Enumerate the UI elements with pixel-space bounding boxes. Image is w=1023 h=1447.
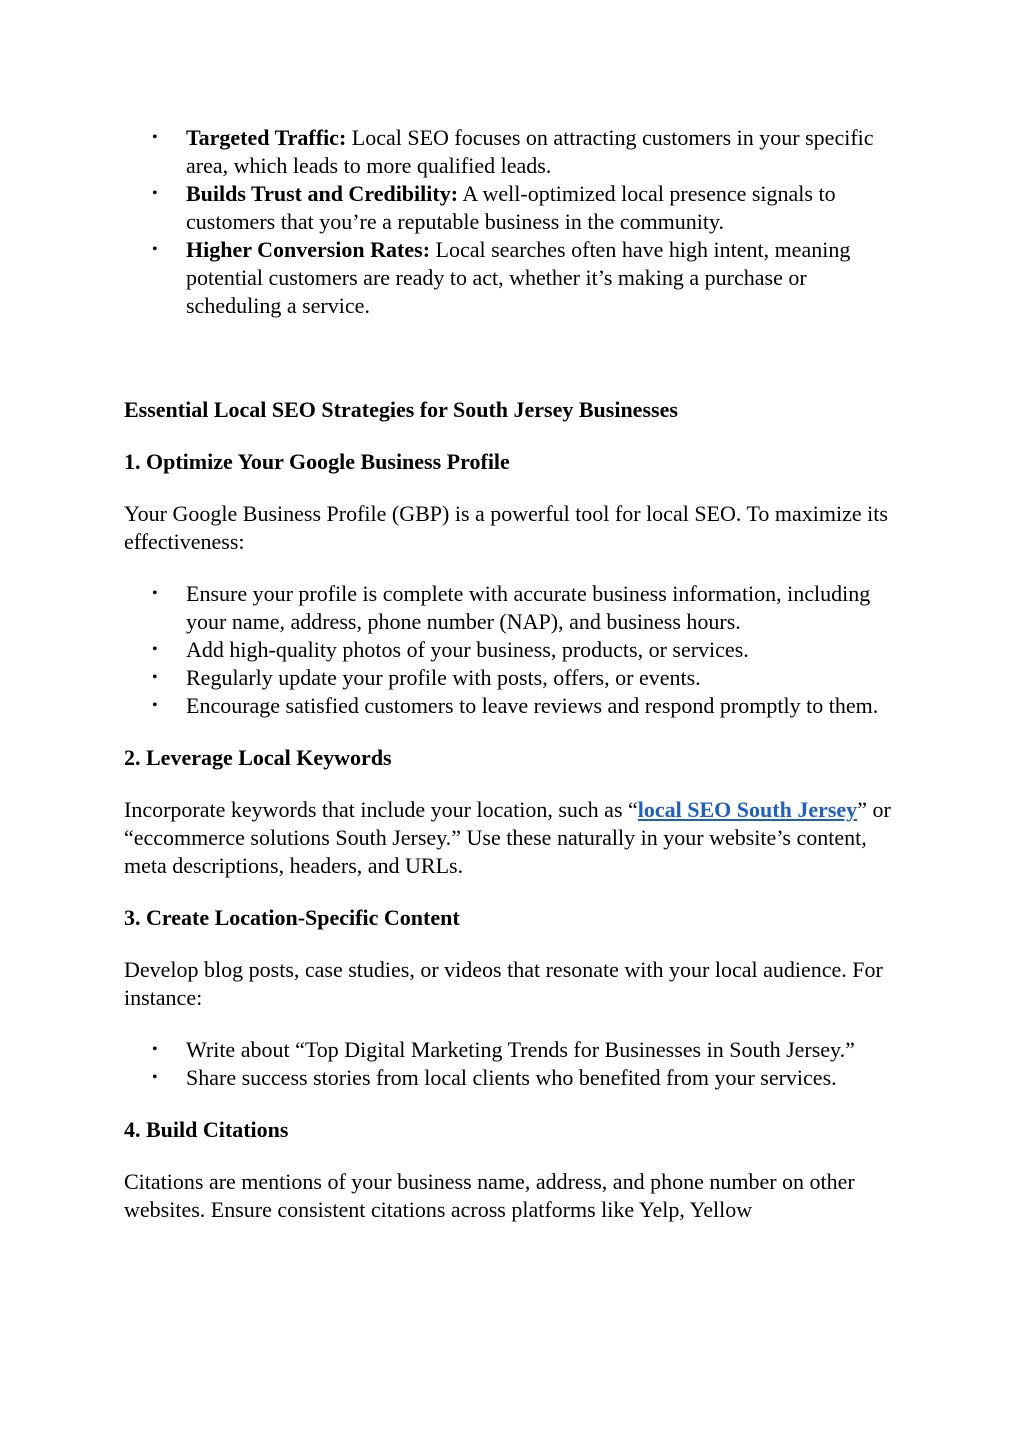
list-item <box>124 692 904 720</box>
list-item <box>124 664 904 692</box>
heading-google-business-profile: 1. Optimize Your Google Business Profile <box>124 449 510 474</box>
benefit-lead: Builds Trust and Credibility: <box>186 181 459 206</box>
list-item-text: Write about “Top Digital Marketing Trends for Businesses in South Jersey.” <box>186 1037 855 1062</box>
heading-build-citations: 4. Build Citations <box>124 1117 289 1142</box>
bullet-icon: • <box>152 1041 158 1058</box>
section-title: Essential Local SEO Strategies for South Jersey Businesses <box>124 397 678 422</box>
bullet-icon: • <box>152 669 158 686</box>
paragraph-citations: Citations are mentions of your business name, address, and phone number on other websites. Ensure consistent citations across platforms like Yelp, Yellow <box>124 1169 855 1222</box>
bullet-icon: • <box>152 241 158 258</box>
list-item <box>124 580 904 636</box>
list-item <box>124 1064 904 1092</box>
bullet-icon: • <box>152 185 158 202</box>
bullet-icon: • <box>152 1069 158 1086</box>
paragraph-text: Incorporate keywords that include your location, such as “ <box>124 797 638 822</box>
list-item-text: Add high-quality photos of your business, products, or services. <box>186 637 749 662</box>
paragraph-location-content: Develop blog posts, case studies, or videos that resonate with your local audience. For instance: <box>124 957 883 1010</box>
list-item <box>124 180 904 236</box>
benefit-lead: Higher Conversion Rates: <box>186 237 431 262</box>
bullet-icon: • <box>152 585 158 602</box>
bullet-icon: • <box>152 697 158 714</box>
list-item-text: Encourage satisfied customers to leave reviews and respond promptly to them. <box>186 693 879 718</box>
bullet-icon: • <box>152 641 158 658</box>
list-item <box>124 636 904 664</box>
bullet-icon: • <box>152 129 158 146</box>
paragraph-gbp-intro: Your Google Business Profile (GBP) is a powerful tool for local SEO. To maximize its effectiveness: <box>124 501 888 554</box>
heading-location-content: 3. Create Location-Specific Content <box>124 905 460 930</box>
benefit-text: Local SEO focuses on attracting customers in your specific area, which leads to more qualified leads. <box>186 125 874 178</box>
benefit-text: A well-optimized local presence signals to customers that you’re a reputable business in the community. <box>186 181 836 234</box>
document-page <box>124 124 904 1224</box>
local-seo-south-jersey-link[interactable]: local SEO South Jersey <box>637 797 858 822</box>
content-ideas-list <box>124 1036 904 1092</box>
list-item-text: Regularly update your profile with posts, offers, or events. <box>186 665 701 690</box>
list-item <box>124 124 904 180</box>
benefit-text: Local searches often have high intent, meaning potential customers are ready to act, whether it’s making a purchase or scheduling a service. <box>186 237 851 318</box>
paragraph-local-keywords <box>124 796 904 880</box>
benefit-lead: Targeted Traffic: <box>186 125 347 150</box>
heading-local-keywords: 2. Leverage Local Keywords <box>124 745 392 770</box>
list-item <box>124 236 904 320</box>
intro-benefits-list <box>124 124 904 320</box>
gbp-tips-list <box>124 580 904 720</box>
list-item-text: Ensure your profile is complete with accurate business information, including your name, address, phone number (NAP), and business hours. <box>186 581 871 634</box>
list-item-text: Share success stories from local clients who benefited from your services. <box>186 1065 837 1090</box>
list-item <box>124 1036 904 1064</box>
paragraph-text: ” or “eccommerce solutions South Jersey.” Use these naturally in your website’s content, meta descriptions, headers, and URLs. <box>124 797 891 878</box>
